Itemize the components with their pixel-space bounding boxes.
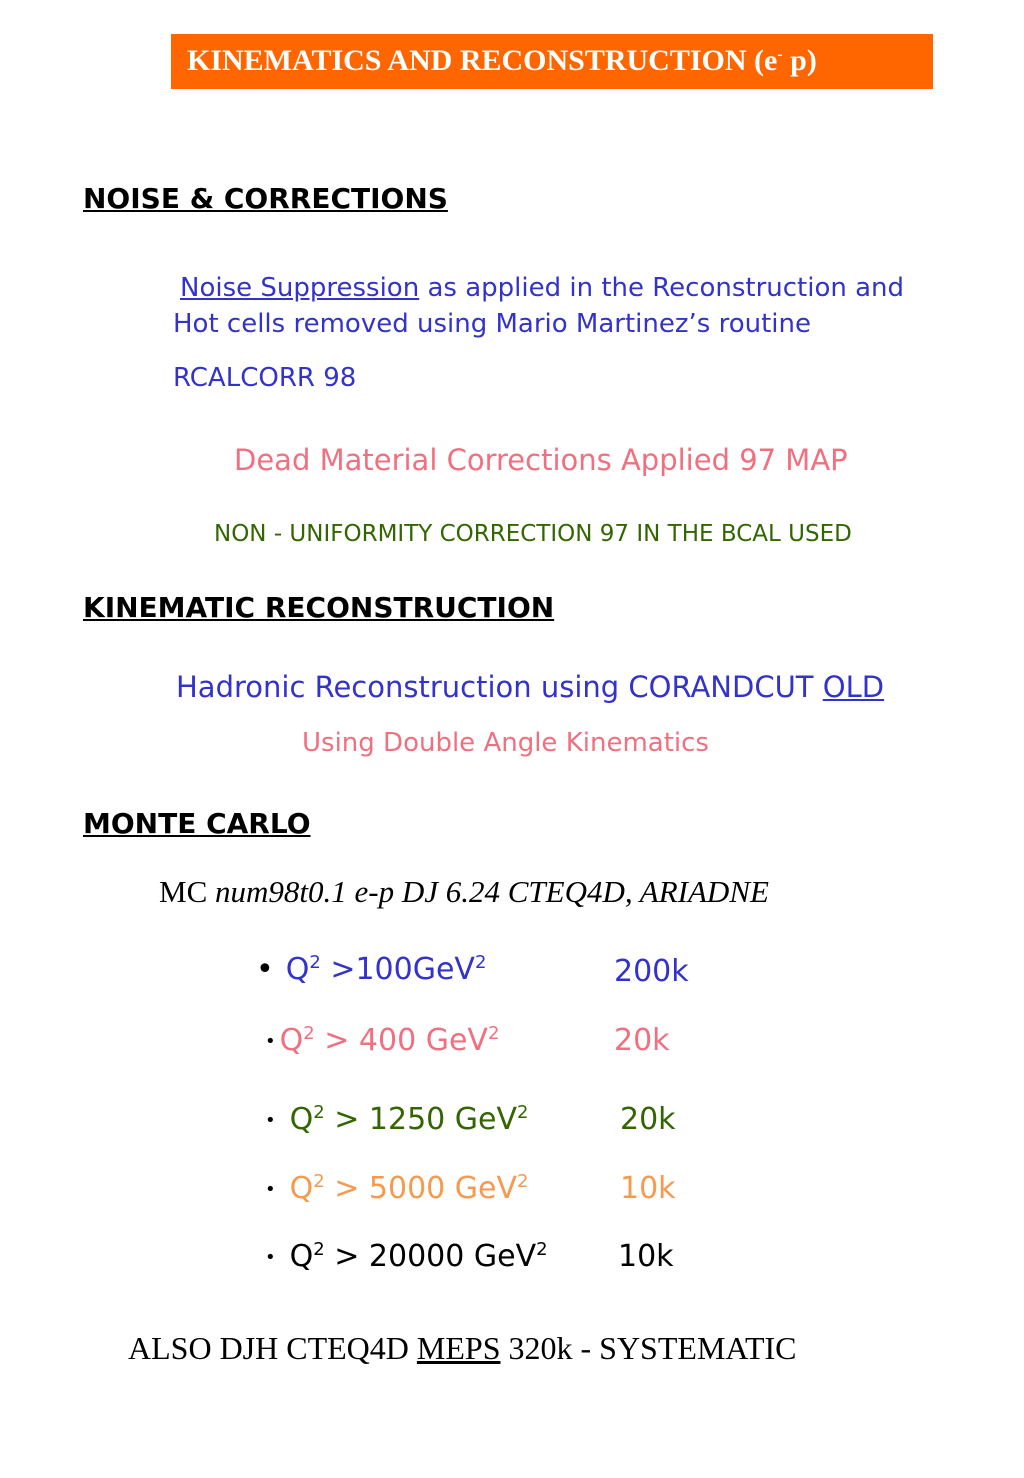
bullet-icon: • bbox=[265, 1179, 276, 1200]
list-item: • $Q^2 > 20000$ GeV$^2$ bbox=[265, 1239, 548, 1274]
double-angle-text: Using Double Angle Kinematics bbox=[302, 728, 709, 758]
sample-events: 10k bbox=[618, 1239, 674, 1274]
sample-events: 20k bbox=[614, 1023, 670, 1058]
rcalcorr-text: RCALCORR 98 bbox=[173, 363, 357, 393]
heading-monte-carlo: MONTE CARLO bbox=[83, 807, 311, 840]
also-systematic-line: ALSO DJH CTEQ4D MEPS 320k - SYSTEMATIC bbox=[128, 1330, 797, 1366]
hadronic-reconstruction-text: Hadronic Reconstruction using CORANDCUT OLD bbox=[176, 670, 885, 704]
page-title: KINEMATICS AND RECONSTRUCTION (e- p) bbox=[187, 44, 817, 77]
list-item: • $Q^2 > 1250$ GeV$^2$ bbox=[265, 1102, 529, 1137]
bullet-icon: • bbox=[256, 952, 274, 987]
noise-line-2: Hot cells removed using Mario Martinez’s routine bbox=[173, 309, 811, 339]
mc-description: MC num98t0.1 e-p DJ 6.24 CTEQ4D, ARIADNE bbox=[159, 874, 769, 909]
dead-material-text: Dead Material Corrections Applied 97 MAP bbox=[234, 443, 848, 477]
noise-line-1: Noise Suppression as applied in the Reconstruction and bbox=[180, 273, 905, 303]
old-link[interactable]: OLD bbox=[822, 670, 885, 704]
bullet-icon: • bbox=[265, 1247, 276, 1268]
title-banner bbox=[171, 34, 933, 89]
bullet-icon: • bbox=[265, 1031, 276, 1052]
sample-events: 200k bbox=[614, 954, 689, 989]
heading-kinematic-reconstruction: KINEMATIC RECONSTRUCTION bbox=[83, 591, 555, 624]
list-item: • $Q^2 > 400$ GeV$^2$ bbox=[265, 1023, 500, 1058]
noise-suppression-link[interactable]: Noise Suppression bbox=[180, 273, 420, 303]
non-uniformity-text: NON - UNIFORMITY CORRECTION 97 IN THE BCAL USED bbox=[214, 521, 852, 547]
meps-link[interactable]: MEPS bbox=[416, 1330, 501, 1366]
sample-events: 10k bbox=[620, 1171, 676, 1206]
heading-noise-corrections: NOISE & CORRECTIONS bbox=[83, 182, 448, 215]
sample-events: 20k bbox=[620, 1102, 676, 1137]
list-item: • $Q^2 >100GeV^2$ bbox=[256, 952, 487, 987]
bullet-icon: • bbox=[265, 1110, 276, 1131]
list-item: • $Q^2 > 5000$ GeV$^2$ bbox=[265, 1171, 529, 1206]
